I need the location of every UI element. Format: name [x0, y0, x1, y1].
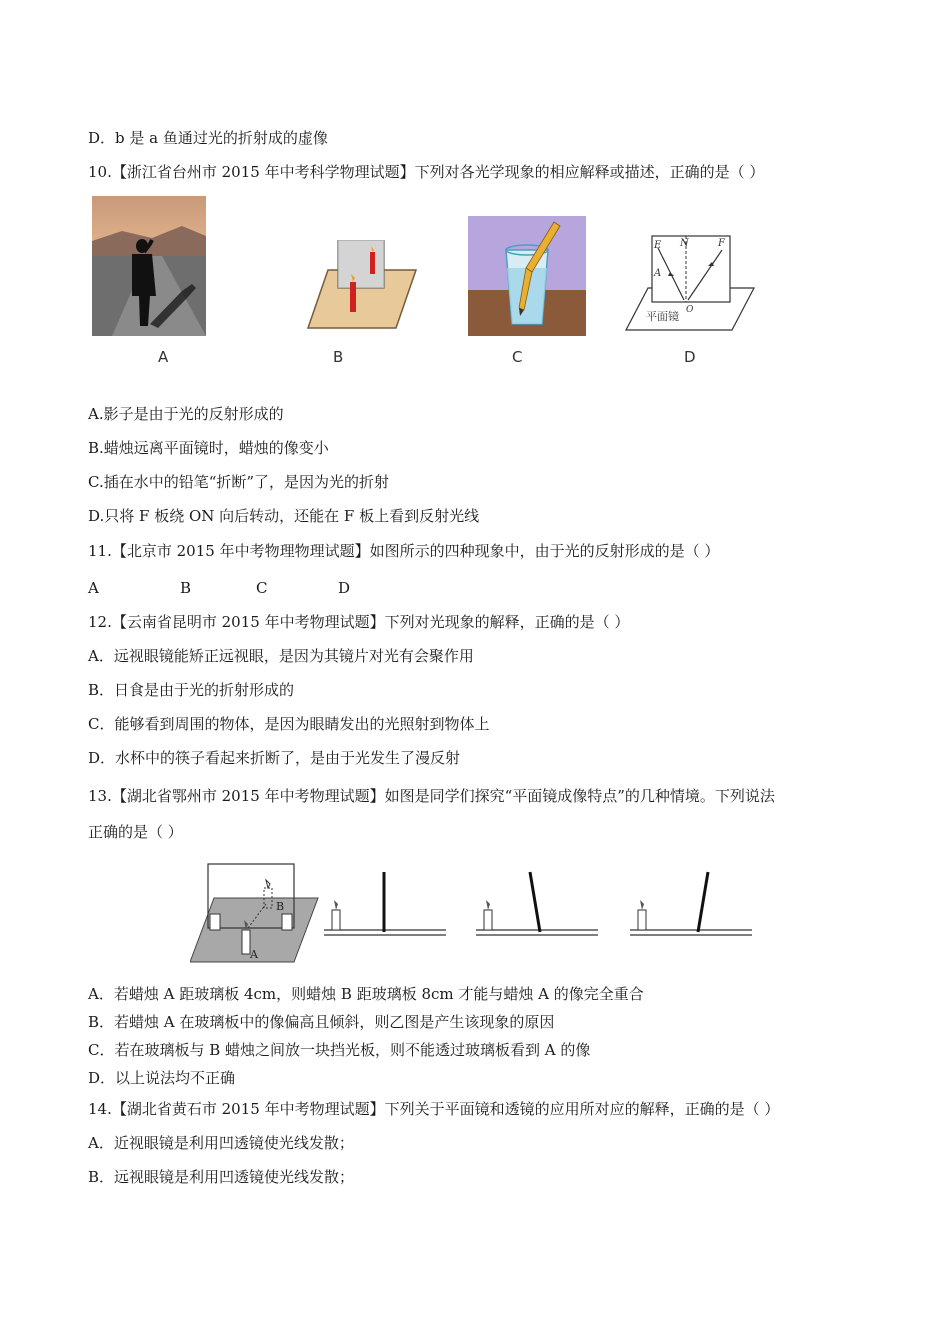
q13-option-d: D．以上说法均不正确 — [88, 1069, 236, 1087]
q10-option-d: D.只将 F 板绕 ON 向后转动，还能在 F 板上看到反射光线 — [88, 507, 480, 525]
q10-stem: 10.【浙江省台州市 2015 年中考科学物理试题】下列对各光学现象的相应解释或描述，正确的是（ ） — [88, 163, 765, 181]
figure-c-pencil-in-water — [468, 216, 586, 336]
q14-stem: 14.【湖北省黄石市 2015 年中考物理试题】下列关于平面镜和透镜的应用所对应的解释，正确的是（ ） — [88, 1100, 780, 1118]
q12-stem: 12.【云南省昆明市 2015 年中考物理试题】下列对光现象的解释，正确的是（ ） — [88, 613, 630, 631]
q13-stem-line2: 正确的是（ ） — [88, 823, 183, 841]
figure-d-reflection-board — [624, 232, 756, 336]
q12-option-b: B．日食是由于光的折射形成的 — [88, 681, 295, 699]
figure-tilted-plate-2 — [630, 864, 754, 940]
figure-glass-plate-setup — [190, 858, 320, 966]
q9-option-d: D．b 是 a 鱼通过光的折射成的虚像 — [88, 129, 328, 147]
q13-option-b: B．若蜡烛 A 在玻璃板中的像偏高且倾斜，则乙图是产生该现象的原因 — [88, 1013, 555, 1031]
candle-b-label: B — [276, 900, 285, 913]
candle-a-label: A — [250, 948, 258, 961]
diagram-letter-a: A — [654, 268, 662, 279]
q11-option-b: B — [180, 579, 192, 597]
figure-vertical-plate — [324, 864, 448, 940]
q13-stem-line1: 13.【湖北省鄂州市 2015 年中考物理试题】如图是同学们探究“平面镜成像特点”的几种情境。下列说法 — [88, 787, 775, 805]
figure-tilted-plate-1 — [476, 864, 600, 940]
diagram-letter-f: F — [718, 238, 725, 249]
q13-option-c: C．若在玻璃板与 B 蜡烛之间放一块挡光板，则不能透过玻璃板看到 A 的像 — [88, 1041, 591, 1059]
diagram-letter-o: O — [686, 305, 694, 315]
diagram-letter-n: N — [680, 238, 689, 249]
q12-option-a: A．远视眼镜能矫正远视眼，是因为其镜片对光有会聚作用 — [88, 647, 474, 665]
q11-option-d: D — [338, 579, 351, 597]
q12-option-c: C．能够看到周围的物体，是因为眼睛发出的光照射到物体上 — [88, 715, 490, 733]
q13-figure-strip — [190, 858, 770, 970]
figure-label-c: C — [512, 348, 523, 366]
q11-option-a: A — [88, 579, 99, 597]
q10-option-c: C.插在水中的铅笔“折断”了，是因为光的折射 — [88, 473, 390, 491]
q11-stem: 11.【北京市 2015 年中考物理物理试题】如图所示的四种现象中，由于光的反射形成的是（ ） — [88, 542, 720, 560]
figure-label-d: D — [684, 348, 696, 366]
q13-option-a: A．若蜡烛 A 距玻璃板 4cm，则蜡烛 B 距玻璃板 8cm 才能与蜡烛 A 的像完全重合 — [88, 985, 644, 1003]
q10-option-a: A.影子是由于光的反射形成的 — [88, 405, 284, 423]
q11-option-c: C — [256, 579, 268, 597]
mirror-label: 平面镜 — [646, 310, 679, 323]
figure-a-shadow-photo — [92, 196, 206, 336]
figure-b-plane-mirror-candles — [306, 240, 418, 330]
q14-option-a: A．近视眼镜是利用凹透镜使光线发散； — [88, 1134, 354, 1152]
q14-option-b: B．远视眼镜是利用凹透镜使光线发散； — [88, 1168, 355, 1186]
figure-label-a: A — [158, 348, 169, 366]
diagram-letter-e: E — [654, 240, 662, 251]
figure-label-b: B — [333, 348, 344, 366]
q12-option-d: D．水杯中的筷子看起来折断了，是由于光发生了漫反射 — [88, 749, 461, 767]
q10-figure-strip — [88, 192, 778, 384]
q10-option-b: B.蜡烛远离平面镜时，蜡烛的像变小 — [88, 439, 329, 457]
